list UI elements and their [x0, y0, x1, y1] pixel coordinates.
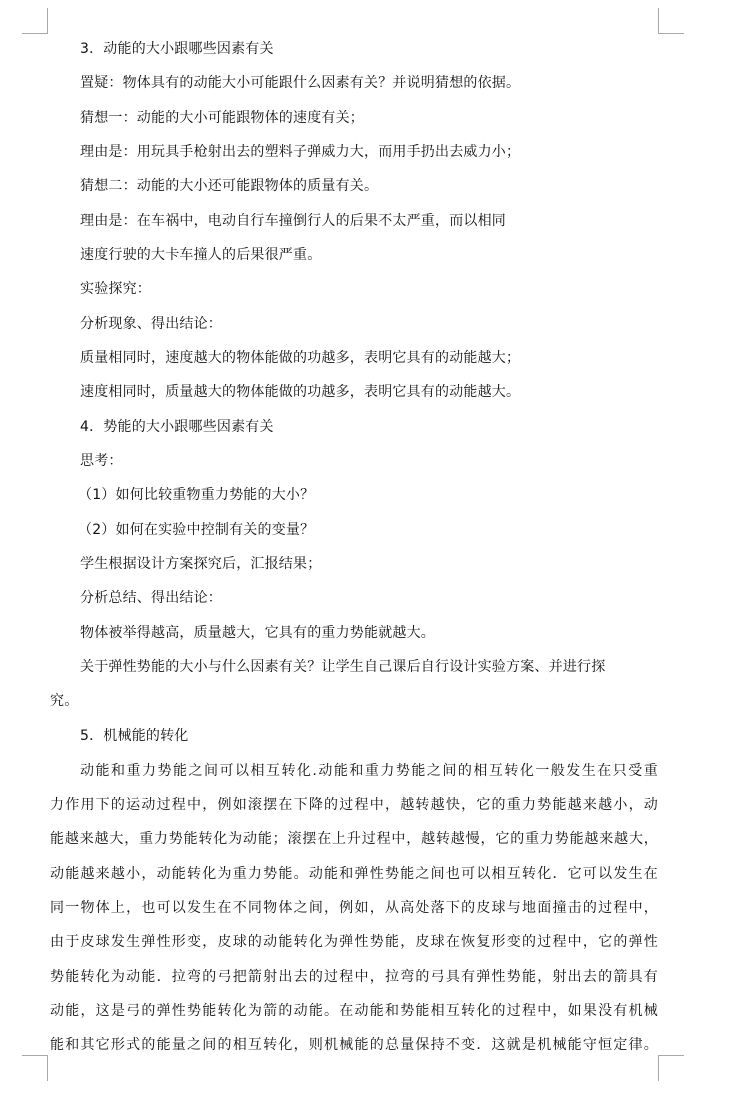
body-line-9: 能和其它形式的能量之间的相互转化，则机械能的总量保持不变．这就是机械能守恒定律。: [50, 1037, 658, 1053]
body-line-5: 同一物体上，也可以发生在不同物体之间，例如，从高处落下的皮球与地面撞击的过程中，: [50, 900, 658, 916]
paragraph-elastic: 关于弹性势能的大小与什么因素有关？让学生自己课后自行设计实验方案、并进行探: [80, 659, 606, 675]
paragraph-analysis: 分析现象、得出结论：: [80, 316, 222, 332]
paragraph-guess-2: 猜想二：动能的大小还可能跟物体的质量有关。: [80, 178, 379, 194]
body-line-4: 动能越来越小，动能转化为重力势能。动能和弹性势能之间也可以相互转化．它可以发生在: [50, 866, 658, 882]
heading-potential-energy: 4．势能的大小跟哪些因素有关: [80, 419, 274, 435]
paragraph-think: 思考：: [80, 453, 123, 469]
crop-mark-bottom-right: [658, 1055, 684, 1081]
paragraph-conclusion-1: 质量相同时，速度越大的物体能做的功越多，表明它具有的动能越大；: [80, 350, 521, 366]
paragraph-summary: 分析总结、得出结论：: [80, 590, 222, 606]
paragraph-elastic-cont: 究。: [50, 693, 79, 709]
body-line-3: 能越来越大，重力势能转化为动能；滚摆在上升过程中，越转越慢，它的重力势能越来越大，: [50, 831, 658, 847]
paragraph-reason-2-cont: 速度行驶的大卡车撞人的后果很严重。: [80, 247, 322, 263]
crop-mark-top-right: [658, 8, 684, 34]
paragraph-conclusion-3: 物体被举得越高，质量越大，它具有的重力势能就越大。: [80, 625, 435, 641]
heading-mechanical-energy: 5．机械能的转化: [80, 728, 189, 744]
question-item-2: （2）如何在实验中控制有关的变量？: [78, 522, 315, 538]
heading-kinetic-energy: 3．动能的大小跟哪些因素有关: [80, 41, 274, 57]
paragraph-experiment: 实验探究：: [80, 281, 151, 297]
crop-mark-top-left: [22, 8, 48, 34]
question-item-1: （1）如何比较重物重力势能的大小？: [78, 487, 315, 503]
body-line-1: 动能和重力势能之间可以相互转化.动能和重力势能之间的相互转化一般发生在只受重: [80, 763, 658, 779]
paragraph-conclusion-2: 速度相同时，质量越大的物体能做的功越多，表明它具有的动能越大。: [80, 384, 521, 400]
body-line-7: 势能转化为动能．拉弯的弓把箭射出去的过程中，拉弯的弓具有弹性势能，射出去的箭具有: [50, 969, 658, 985]
crop-mark-bottom-left: [22, 1055, 48, 1081]
paragraph-reason-2: 理由是：在车祸中，电动自行车撞倒行人的后果不太严重，而以相同: [80, 213, 506, 229]
body-line-2: 力作用下的运动过程中，例如滚摆在下降的过程中，越转越快，它的重力势能越来越小，动: [50, 797, 658, 813]
paragraph-reason-1: 理由是：用玩具手枪射出去的塑料子弹威力大，而用手扔出去威力小；: [80, 144, 521, 160]
paragraph-question: 置疑：物体具有的动能大小可能跟什么因素有关？并说明猜想的依据。: [80, 75, 521, 91]
paragraph-guess-1: 猜想一：动能的大小可能跟物体的速度有关；: [80, 110, 364, 126]
paragraph-report: 学生根据设计方案探究后，汇报结果；: [80, 556, 322, 572]
body-line-6: 由于皮球发生弹性形变，皮球的动能转化为弹性势能，皮球在恢复形变的过程中，它的弹性: [50, 934, 658, 950]
body-line-8: 动能，这是弓的弹性势能转化为箭的动能。在动能和势能相互转化的过程中，如果没有机械: [50, 1003, 658, 1019]
